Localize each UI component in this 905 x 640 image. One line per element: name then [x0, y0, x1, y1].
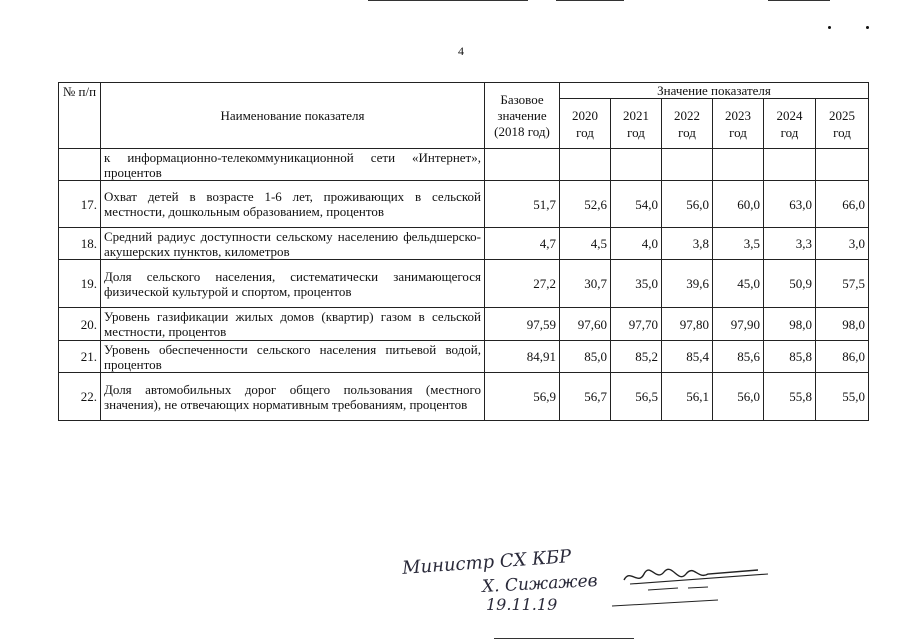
indicator-name: Доля сельского населения, систематически занимающегося физической культурой и спортом, процентов: [101, 260, 485, 308]
scan-dot: [866, 26, 869, 29]
row-number: 18.: [59, 228, 101, 260]
row-number: 17.: [59, 181, 101, 228]
signature-title: Министр СХ КБР: [401, 546, 572, 579]
header-number: № п/п: [59, 83, 101, 149]
indicator-name: к информационно-телекоммуникационной сети «Интернет», процентов: [101, 149, 485, 181]
indicator-name: Средний радиус доступности сельскому населению фельдшерско-акушерских пунктов, километров: [101, 228, 485, 260]
top-scan-line: [556, 0, 624, 1]
year-value: 54,0: [611, 181, 662, 228]
table-row: [59, 373, 869, 421]
year-value: 3,5: [713, 228, 764, 260]
table-row: [59, 181, 869, 228]
table-row: [59, 260, 869, 308]
row-number: 19.: [59, 260, 101, 308]
year-value: 57,5: [816, 260, 869, 308]
year-value: 56,0: [713, 373, 764, 421]
table-body: [59, 149, 869, 421]
year-value: 39,6: [662, 260, 713, 308]
bottom-scan-line: [494, 638, 634, 639]
table-row: [59, 149, 869, 181]
header-year: 2024 год: [764, 99, 816, 149]
row-number: [59, 149, 101, 181]
year-value: 4,5: [560, 228, 611, 260]
scan-dot: [828, 26, 831, 29]
year-value: [611, 149, 662, 181]
indicator-name: Доля автомобильных дорог общего пользования (местного значения), не отвечающих нормативным требованиям, процентов: [101, 373, 485, 421]
year-value: 56,7: [560, 373, 611, 421]
row-number: 20.: [59, 308, 101, 341]
year-value: 86,0: [816, 341, 869, 373]
year-value: 55,8: [764, 373, 816, 421]
table-row: [59, 228, 869, 260]
year-value: 97,60: [560, 308, 611, 341]
year-value: 52,6: [560, 181, 611, 228]
year-value: 3,0: [816, 228, 869, 260]
row-number: 22.: [59, 373, 101, 421]
header-year: 2023 год: [713, 99, 764, 149]
header-year: 2021 год: [611, 99, 662, 149]
header-year: 2025 год: [816, 99, 869, 149]
top-scan-line: [768, 0, 830, 1]
signature-date: 19.11.19: [486, 595, 558, 614]
year-value: 56,5: [611, 373, 662, 421]
year-value: 3,3: [764, 228, 816, 260]
year-value: 97,80: [662, 308, 713, 341]
base-value: [485, 149, 560, 181]
year-value: [713, 149, 764, 181]
year-value: 45,0: [713, 260, 764, 308]
header-year: 2022 год: [662, 99, 713, 149]
indicator-name: Уровень газификации жилых домов (квартир) газом в сельской местности, процентов: [101, 308, 485, 341]
base-value: 4,7: [485, 228, 560, 260]
indicator-name: Охват детей в возрасте 1-6 лет, проживающих в сельской местности, дошкольным образованием, процентов: [101, 181, 485, 228]
year-value: 97,70: [611, 308, 662, 341]
year-value: 3,8: [662, 228, 713, 260]
header-base: Базовое значение (2018 год): [485, 83, 560, 149]
year-value: 98,0: [764, 308, 816, 341]
handwritten-signature: [608, 560, 808, 610]
year-value: 35,0: [611, 260, 662, 308]
page-number: 4: [458, 44, 464, 58]
year-value: 85,0: [560, 341, 611, 373]
year-value: 98,0: [816, 308, 869, 341]
base-value: 84,91: [485, 341, 560, 373]
signature-name: Х. Сижажев: [481, 570, 599, 598]
year-value: 56,0: [662, 181, 713, 228]
year-value: 63,0: [764, 181, 816, 228]
year-value: 85,4: [662, 341, 713, 373]
table-row: [59, 308, 869, 341]
base-value: 51,7: [485, 181, 560, 228]
base-value: 27,2: [485, 260, 560, 308]
year-value: 4,0: [611, 228, 662, 260]
base-value: 97,59: [485, 308, 560, 341]
year-value: 55,0: [816, 373, 869, 421]
year-value: 56,1: [662, 373, 713, 421]
year-value: 60,0: [713, 181, 764, 228]
year-value: 85,8: [764, 341, 816, 373]
year-value: [662, 149, 713, 181]
year-value: 66,0: [816, 181, 869, 228]
top-scan-line: [368, 0, 528, 1]
year-value: 30,7: [560, 260, 611, 308]
year-value: 50,9: [764, 260, 816, 308]
base-value: 56,9: [485, 373, 560, 421]
header-name: Наименование показателя: [101, 83, 485, 149]
year-value: 85,6: [713, 341, 764, 373]
year-value: 97,90: [713, 308, 764, 341]
year-value: 85,2: [611, 341, 662, 373]
indicator-name: Уровень обеспеченности сельского населения питьевой водой, процентов: [101, 341, 485, 373]
header-group: Значение показателя: [560, 83, 869, 99]
year-value: [764, 149, 816, 181]
year-value: [816, 149, 869, 181]
table-row: [59, 341, 869, 373]
header-year: 2020 год: [560, 99, 611, 149]
year-value: [560, 149, 611, 181]
indicators-table: [58, 82, 869, 421]
row-number: 21.: [59, 341, 101, 373]
